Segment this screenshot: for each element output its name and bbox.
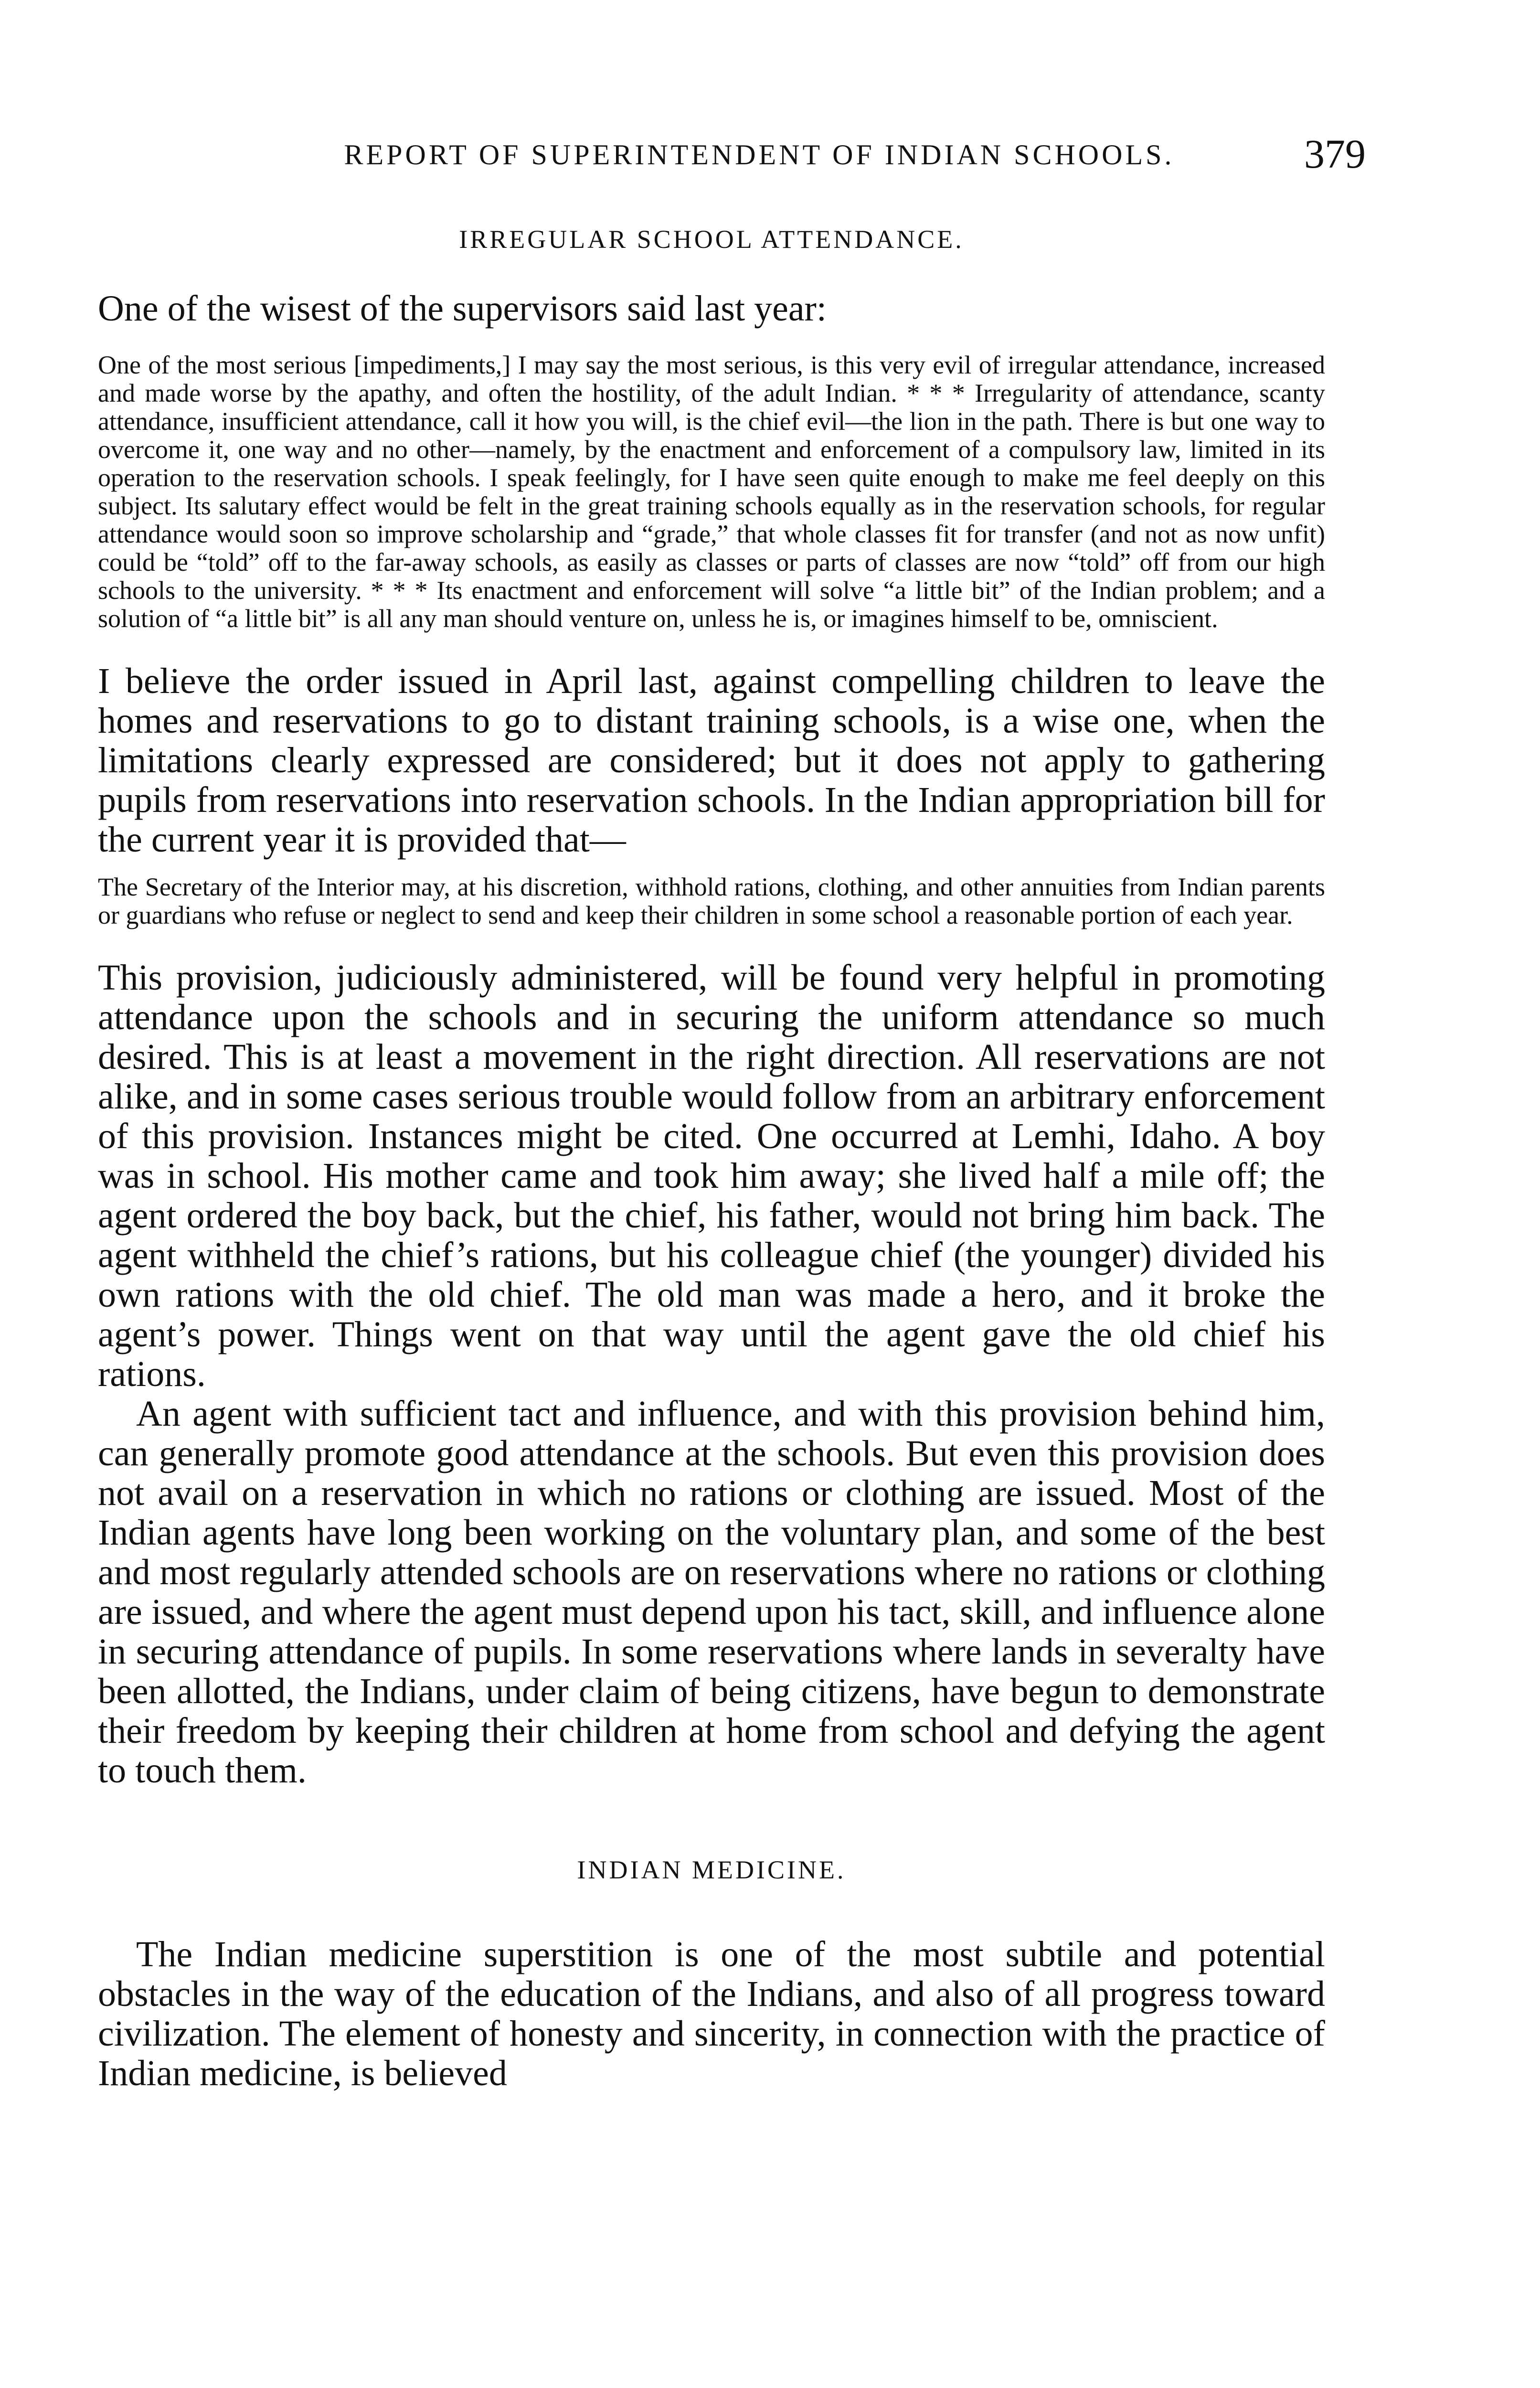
lead-sentence: One of the wisest of the supervisors said last year: bbox=[98, 288, 827, 329]
section-heading-indian-medicine: INDIAN MEDICINE. bbox=[577, 1855, 846, 1884]
paragraph-provision: This provision, judiciously administered, will be found very helpful in promoting attendance upon the schools and in securing the uniform attendance so much desired. This is at least a movement in the right direction. All reservations are not alike, and in some cases serious trouble would follow from an arbitrary enforcement of this provision. Instances might be cited. One occurred at Lemhi, Idaho. A boy was in school. His mother came and took him away; she lived half a mile off; the agent ordered the boy back, but the chief, his father, would not bring him back. The agent withheld the chief’s rations, but his colleague chief (the younger) divided his own rations with the old chief. The old man was made a hero, and it broke the agent’s power. Things went on that way until the agent gave the old chief his rations. bbox=[98, 958, 1325, 1394]
page-content bbox=[98, 224, 1325, 2093]
block-quote-supervisor: One of the most serious [impediments,] I may say the most serious, is this very evil of irregular attendance, increased and made worse by the apathy, and often the hostility, of the adult Indian. * * * Irregularity of attendance, scanty attendance, insufficient attendance, call it how you will, is the chief evil—the lion in the path. There is but one way to overcome it, one way and no other—namely, by the enactment and enforcement of a compulsory law, limited in its operation to the reservation schools. I speak feelingly, for I have seen quite enough to make me feel deeply on this subject. Its salutary effect would be felt in the great training schools equally as in the reservation schools, for regular attendance would soon so improve scholarship and “grade,” that whole classes fit for transfer (and not as now unfit) could be “told” off to the far-away schools, as easily as classes or parts of classes are now “told” off from our high schools to the university. * * * Its enactment and enforcement will solve “a little bit” of the Indian problem; and a solution of “a little bit” is all any man should venture on, unless he is, or imagines himself to be, omniscient. bbox=[98, 351, 1325, 633]
section-heading-irregular-attendance: IRREGULAR SCHOOL ATTENDANCE. bbox=[459, 225, 964, 254]
running-head: REPORT OF SUPERINTENDENT OF INDIAN SCHOOLS. bbox=[344, 139, 1175, 171]
paragraph-agent-tact: An agent with sufficient tact and influence, and with this provision behind him, can generally promote good attendance at the schools. But even this provision does not avail on a reservation in which no rations or clothing are issued. Most of the Indian agents have long been working on the voluntary plan, and some of the best and most regularly attended schools are on reservations where no rations or clothing are issued, and where the agent must depend upon his tact, skill, and influence alone in securing attendance of pupils. In some reservations where lands in severalty have been allotted, the Indians, under claim of being citizens, have begun to demonstrate their freedom by keeping their children at home from school and defying the agent to touch them. bbox=[98, 1394, 1325, 1791]
page-number: 379 bbox=[1304, 131, 1366, 177]
paragraph-april-order: I believe the order issued in April last, against compelling children to leave the homes and reservations to go to distant training schools, is a wise one, when the limitations clearly expressed are considered; but it does not apply to gathering pupils from reservations into reservation schools. In the Indian appropriation bill for the current year it is provided that— bbox=[98, 661, 1325, 860]
paragraph-medicine-superstition: The Indian medicine superstition is one of the most subtile and potential obstacles in the way of the education of the Indians, and also of all progress toward civilization. The element of honesty and sincerity, in connection with the practice of Indian medicine, is believed bbox=[98, 1934, 1325, 2093]
block-quote-appropriation-bill: The Secretary of the Interior may, at his discretion, withhold rations, clothing, and other annuities from Indian parents or guardians who refuse or neglect to send and keep their children in some school a reasonable portion of each year. bbox=[98, 873, 1325, 929]
